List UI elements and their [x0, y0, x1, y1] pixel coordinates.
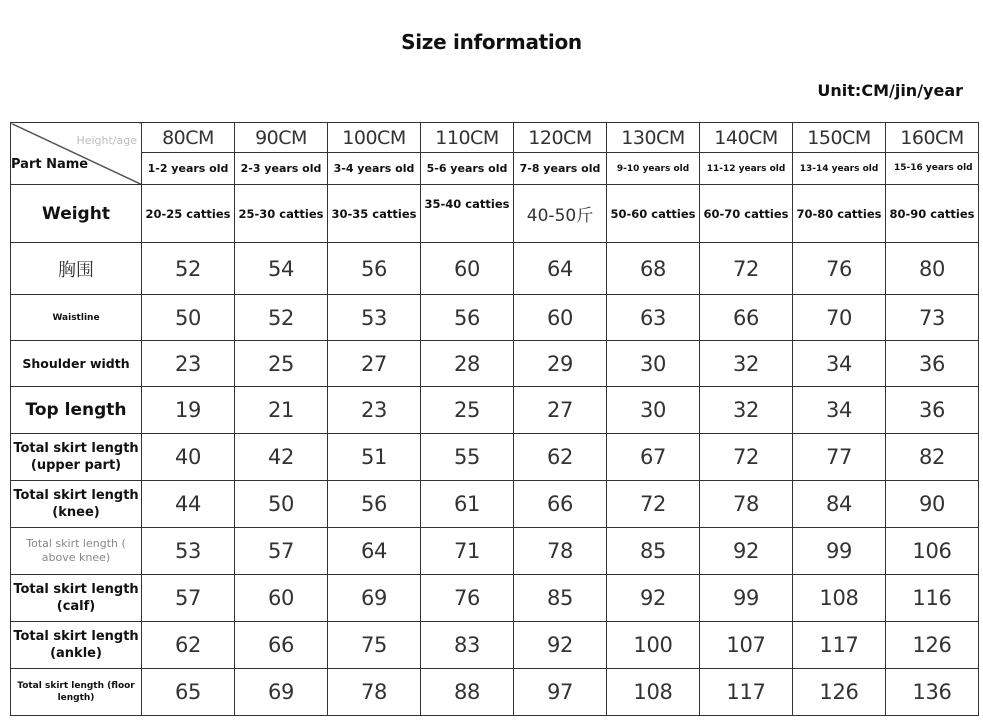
table-cell: 23	[328, 387, 421, 434]
table-cell: 106	[886, 528, 979, 575]
table-cell: 30	[607, 341, 700, 387]
table-cell: 62	[142, 622, 235, 669]
height-header: 160CM	[886, 123, 979, 153]
table-cell: 85	[607, 528, 700, 575]
table-cell: 28	[421, 341, 514, 387]
table-cell: 64	[328, 528, 421, 575]
age-header: 11-12 years old	[700, 153, 793, 185]
table-cell: 63	[607, 295, 700, 341]
table-cell: 60	[421, 243, 514, 295]
table-cell: 88	[421, 669, 514, 716]
table-cell: 34	[793, 387, 886, 434]
height-header: 80CM	[142, 123, 235, 153]
unit-label: Unit:CM/jin/year	[817, 81, 963, 100]
table-cell: 57	[142, 575, 235, 622]
table-row	[11, 622, 979, 669]
table-cell: 85	[514, 575, 607, 622]
age-header: 13-14 years old	[793, 153, 886, 185]
table-cell: 126	[886, 622, 979, 669]
row-label: Shoulder width	[11, 341, 142, 387]
table-cell: 72	[700, 243, 793, 295]
table-cell: 66	[514, 481, 607, 528]
table-row	[11, 575, 979, 622]
weight-value: 25-30 catties	[235, 185, 328, 243]
table-cell: 42	[235, 434, 328, 481]
table-cell: 55	[421, 434, 514, 481]
height-age-label: Height/age	[76, 134, 137, 147]
weight-value: 35-40 catties	[421, 185, 514, 243]
table-row	[11, 243, 979, 295]
table-cell: 92	[700, 528, 793, 575]
row-label: 胸围	[11, 243, 142, 295]
row-label: Total skirt length (floor length)	[11, 669, 142, 716]
weight-value: 70-80 catties	[793, 185, 886, 243]
table-cell: 71	[421, 528, 514, 575]
table-cell: 25	[421, 387, 514, 434]
height-header: 110CM	[421, 123, 514, 153]
height-header: 120CM	[514, 123, 607, 153]
table-cell: 66	[700, 295, 793, 341]
table-cell: 100	[607, 622, 700, 669]
weight-value: 40-50斤	[514, 185, 607, 243]
table-row	[11, 434, 979, 481]
table-cell: 50	[235, 481, 328, 528]
age-row	[11, 153, 979, 185]
table-cell: 40	[142, 434, 235, 481]
table-cell: 65	[142, 669, 235, 716]
weight-row	[11, 185, 979, 243]
table-cell: 72	[700, 434, 793, 481]
table-row	[11, 295, 979, 341]
table-cell: 83	[421, 622, 514, 669]
row-label: Waistline	[11, 295, 142, 341]
table-cell: 27	[514, 387, 607, 434]
age-header: 1-2 years old	[142, 153, 235, 185]
age-header: 2-3 years old	[235, 153, 328, 185]
table-cell: 27	[328, 341, 421, 387]
weight-value: 80-90 catties	[886, 185, 979, 243]
table-cell: 116	[886, 575, 979, 622]
table-cell: 54	[235, 243, 328, 295]
table-row	[11, 669, 979, 716]
row-label: Weight	[11, 185, 142, 243]
table-cell: 108	[793, 575, 886, 622]
table-cell: 136	[886, 669, 979, 716]
table-cell: 107	[700, 622, 793, 669]
table-cell: 64	[514, 243, 607, 295]
table-cell: 32	[700, 387, 793, 434]
table-cell: 78	[514, 528, 607, 575]
table-cell: 36	[886, 341, 979, 387]
table-cell: 78	[700, 481, 793, 528]
age-header: 9-10 years old	[607, 153, 700, 185]
table-cell: 60	[235, 575, 328, 622]
weight-value: 50-60 catties	[607, 185, 700, 243]
weight-value: 30-35 catties	[328, 185, 421, 243]
table-cell: 75	[328, 622, 421, 669]
table-cell: 29	[514, 341, 607, 387]
table-cell: 66	[235, 622, 328, 669]
table-cell: 25	[235, 341, 328, 387]
table-cell: 32	[700, 341, 793, 387]
table-cell: 69	[328, 575, 421, 622]
table-cell: 56	[421, 295, 514, 341]
table-cell: 50	[142, 295, 235, 341]
row-label: Top length	[11, 387, 142, 434]
age-header: 7-8 years old	[514, 153, 607, 185]
table-cell: 126	[793, 669, 886, 716]
weight-value: 20-25 catties	[142, 185, 235, 243]
part-name-label: Part Name	[11, 157, 89, 172]
table-cell: 80	[886, 243, 979, 295]
table-row	[11, 481, 979, 528]
table-cell: 44	[142, 481, 235, 528]
table-row	[11, 341, 979, 387]
table-cell: 34	[793, 341, 886, 387]
height-header: 130CM	[607, 123, 700, 153]
row-label: Total skirt length (calf)	[11, 575, 142, 622]
table-cell: 108	[607, 669, 700, 716]
table-cell: 97	[514, 669, 607, 716]
table-cell: 69	[235, 669, 328, 716]
row-label: Total skirt length (ankle)	[11, 622, 142, 669]
table-row	[11, 387, 979, 434]
table-cell: 62	[514, 434, 607, 481]
page-title: Size information	[401, 30, 582, 54]
row-label: Total skirt length (knee)	[11, 481, 142, 528]
table-cell: 70	[793, 295, 886, 341]
table-cell: 77	[793, 434, 886, 481]
table-cell: 84	[793, 481, 886, 528]
table-cell: 21	[235, 387, 328, 434]
table-cell: 92	[607, 575, 700, 622]
height-header: 150CM	[793, 123, 886, 153]
corner-header-cell	[11, 123, 142, 185]
height-header: 90CM	[235, 123, 328, 153]
size-table	[10, 122, 979, 716]
table-cell: 19	[142, 387, 235, 434]
table-cell: 92	[514, 622, 607, 669]
table-cell: 117	[700, 669, 793, 716]
table-cell: 56	[328, 481, 421, 528]
table-cell: 67	[607, 434, 700, 481]
table-cell: 99	[700, 575, 793, 622]
age-header: 5-6 years old	[421, 153, 514, 185]
height-row	[11, 123, 979, 153]
table-cell: 52	[142, 243, 235, 295]
table-cell: 73	[886, 295, 979, 341]
table-cell: 78	[328, 669, 421, 716]
height-header: 100CM	[328, 123, 421, 153]
age-header: 3-4 years old	[328, 153, 421, 185]
height-header: 140CM	[700, 123, 793, 153]
table-cell: 52	[235, 295, 328, 341]
table-cell: 76	[793, 243, 886, 295]
row-label: Total skirt length (upper part)	[11, 434, 142, 481]
weight-value: 60-70 catties	[700, 185, 793, 243]
table-cell: 23	[142, 341, 235, 387]
table-cell: 90	[886, 481, 979, 528]
table-cell: 53	[328, 295, 421, 341]
table-cell: 99	[793, 528, 886, 575]
table-cell: 57	[235, 528, 328, 575]
table-cell: 117	[793, 622, 886, 669]
table-cell: 61	[421, 481, 514, 528]
table-row	[11, 528, 979, 575]
table-cell: 68	[607, 243, 700, 295]
table-cell: 53	[142, 528, 235, 575]
table-cell: 51	[328, 434, 421, 481]
table-cell: 72	[607, 481, 700, 528]
table-cell: 60	[514, 295, 607, 341]
row-label: Total skirt length ( above knee)	[11, 528, 142, 575]
age-header: 15-16 years old	[886, 153, 979, 185]
table-cell: 30	[607, 387, 700, 434]
table-cell: 36	[886, 387, 979, 434]
table-cell: 56	[328, 243, 421, 295]
table-cell: 76	[421, 575, 514, 622]
table-cell: 82	[886, 434, 979, 481]
